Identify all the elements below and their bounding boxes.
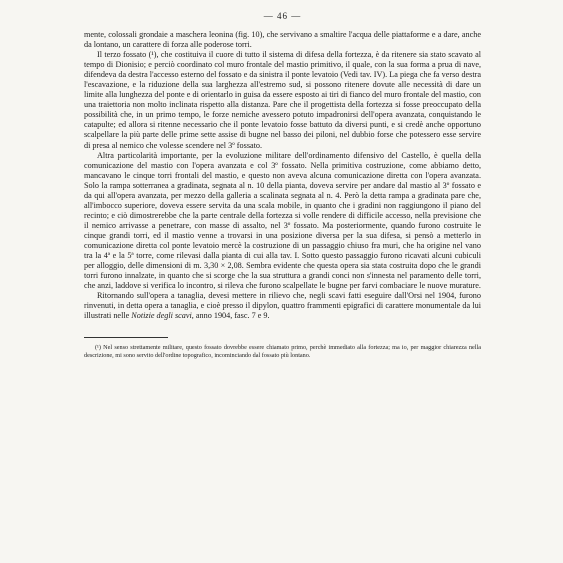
page-number: — 46 —: [263, 11, 302, 21]
journal-title: Notizie degli scavi: [131, 311, 192, 321]
paragraph: [84, 291, 481, 321]
paragraph: mente, colossali grondaie a maschera leonina (fig. 10), che servivano a smaltire l'acqua delle piattaforme e a dare, anche da lontano, un carattere di forza alle poderose torri.: [84, 30, 481, 50]
footnote: (¹) Nel senso strettamente militare, questo fossato dovrebbe essere chiamato primo, perchè immediato alla fortezza; ma io, per maggior chiarezza nella descrizione, mi sono servito dell'ordine topografico, incominciando dal fossato più lontano.: [84, 344, 481, 359]
paragraph: Altra particolarità importante, per la evoluzione militare dell'ordinamento difensivo del Castello, è quella della comunicazione del mastio con l'opera avanzata e col 3º fossato. Nella primitiva costruzione, come abbiamo detto, mancavano le cinque torri frontali del mastio, e questo non aveva alcuna comunicazione diretta con l'opera avanzata. Solo la rampa sotterranea a gradinata, segnata al n. 10 della pianta, doveva servire per andare dal mastio al 3º fossato e da qui all'opera avanzata, per mezzo della galleria a scalinata segnata al n. 4. Però la detta rampa a gradinata pare che, all'imbocco superiore, doveva essere servita da una scala mobile, in quanto che i gradini non raggiungono il piano del recinto; e ciò dimostrerebbe che la parte centrale della fortezza si volle rendere di difficile accesso, nella previsione che il nemico arrivasse a penetrare, con masse di assalto, nel 3º fossato. Ma posteriormente, quando furono costruite le cinque grandi torri, ed il mastio venne a trovarsi in una posizione diversa per la sua difesa, si pensò a metterlo in comunicazione diretta col ponte levatoio mercè la costruzione di un passaggio chiuso fra muri, che ha origine nel vano tra la 4ª e la 5ª torre, come rilevasi dalla pianta di cui alla tav. I. Sotto questo passaggio furono ricavati alcuni cubiculi per alloggio, delle dimensioni di m. 3,30 × 2,08. Sembra evidente che questa opera sia stata costruita dopo che le grandi torri furono innalzate, in quanto che si scorge che la sua struttura a grandi conci non s'innesta nel paramento delle torri, che anzi, laddove si verifica lo incontro, si rileva che furono scalpellate le bugne per farvi combaciare le nuove murature.: [84, 150, 481, 291]
footnote-divider: [84, 337, 168, 338]
paragraph: Il terzo fossato (¹), che costituiva il cuore di tutto il sistema di difesa della fortezza, è da ritenere sia stato scavato al tempo di Dionisio; e perciò coordinato col muro frontale del mastio primitivo, il quale, con la sua forma a prua di nave, difendeva da destra l'accesso esterno del fossato e da sinistra il ponte levatoio (Vedi tav. IV). La piega che fa verso destra l'escavazione, e la riduzione della sua larghezza all'estremo sud, si possono ritenere dovute alle necessità di dare un limite alla lunghezza del ponte e di orientarlo in guisa da essere esposto ai tiri di fianco del muro frontale del mastio, con una traiettoria non molto inclinata rispetto alla distanza. Pare che il progettista della fortezza si fosse preoccupato della possibilità che, in un primo tempo, le forze nemiche avessero potuto impadronirsi dell'opera avanzata, conquistando le catapulte; ed allora si ritenne necessario che il ponte levatoio fosse battuto da diversi punti, e si credè anche opportuno scalpellare la più parte delle prime sette assise di bugne nel basso dei piloni, nel dubbio forse che potessero esse servire di presa al nemico che volesse scendere nel 3º fossato.: [84, 50, 481, 150]
body-text: [84, 30, 481, 321]
paragraph-text: Ritornando sull'opera a tanaglia, devesi mettere in rilievo che, negli scavi fatti eseguire dall'Orsi nel 1904, furono rinvenuti, in detta opera a tanaglia, e cioè presso il dipylon, quattro frammenti epigrafici di carattere monumentale da lui illustrati nelle: [84, 291, 481, 321]
paragraph-text: , anno 1904, fasc. 7 e 9.: [191, 311, 270, 321]
